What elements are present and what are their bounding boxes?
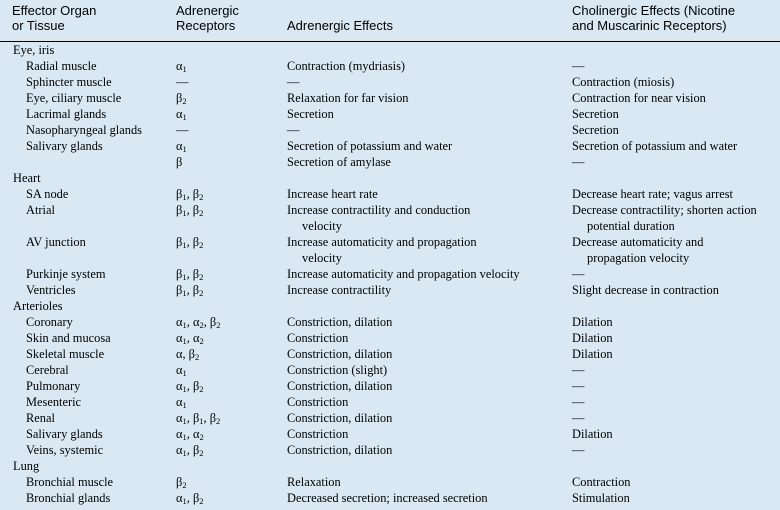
adrenergic-effect-cell-line: Constriction, dilation <box>287 347 393 361</box>
effector-cell: Purkinje system <box>26 267 106 281</box>
adrenergic-effect-cell-line: Constriction, dilation <box>287 379 393 393</box>
cholinergic-effect-cell-line: Decrease heart rate; vagus arrest <box>572 187 733 201</box>
receptor-cell: $\alpha_1$, $\alpha_2$ <box>176 331 204 346</box>
cholinergic-effect-cell <box>572 74 777 90</box>
cholinergic-effect-cell <box>572 282 777 298</box>
header-cholinergic-effects-line2: and Muscarinic Receptors) <box>572 18 727 33</box>
effector-cell: Veins, systemic <box>26 443 104 457</box>
receptor-cell: — <box>176 75 189 89</box>
receptor-cell: α, $\beta_2$ <box>176 347 200 362</box>
effector-cell: Coronary <box>26 315 73 329</box>
receptor-cell: $\alpha_1$, $\beta_1$, $\beta_2$ <box>176 411 221 426</box>
effector-cell: Radial muscle <box>26 59 97 73</box>
cholinergic-effect-cell <box>572 410 777 426</box>
cholinergic-effect-cell-line: — <box>572 443 585 457</box>
receptor-cell: $\alpha_1$ <box>176 107 187 122</box>
cholinergic-effect-cell <box>572 106 777 122</box>
receptor-cell: $\beta_1$, $\beta_2$ <box>176 187 204 202</box>
cholinergic-effect-cell <box>572 474 777 490</box>
table-row <box>0 170 780 186</box>
adrenergic-effect-cell <box>287 138 557 154</box>
cholinergic-effect-cell <box>572 330 777 346</box>
receptor-cell: $\alpha_1$, $\alpha_2$, $\beta_2$ <box>176 315 221 330</box>
adrenergic-effect-cell <box>287 74 557 90</box>
adrenergic-effect-cell-line: Increase contractility and conduction <box>287 203 471 217</box>
effector-cell: Cerebral <box>26 363 69 377</box>
table-row <box>0 362 780 378</box>
header-cholinergic-effects <box>572 3 735 33</box>
cholinergic-effect-cell-line: Dilation <box>572 331 613 345</box>
cholinergic-effect-cell <box>572 138 777 154</box>
adrenergic-effect-cell-line: Relaxation for far vision <box>287 91 409 105</box>
table-row <box>0 90 780 106</box>
receptor-cell: $\beta_1$, $\beta_2$ <box>176 267 204 282</box>
cholinergic-effect-cell-line: Contraction (miosis) <box>572 75 675 89</box>
receptor-cell: $\beta_1$, $\beta_2$ <box>176 203 204 218</box>
cholinergic-effect-cell-line: — <box>572 363 585 377</box>
cholinergic-effect-cell <box>572 234 777 266</box>
adrenergic-effect-cell <box>287 346 557 362</box>
adrenergic-effect-cell <box>287 122 557 138</box>
table-row <box>0 458 780 474</box>
table-row <box>0 58 780 74</box>
cholinergic-effect-cell <box>572 202 777 234</box>
adrenergic-effect-cell <box>287 58 557 74</box>
cholinergic-effect-cell-line: potential duration <box>587 219 675 233</box>
header-adrenergic-receptors <box>176 3 239 33</box>
section-heading: Eye, iris <box>13 43 55 57</box>
effector-cell: Nasopharyngeal glands <box>26 123 142 137</box>
cholinergic-effect-cell-line: Dilation <box>572 427 613 441</box>
cholinergic-effect-cell-line: Secretion <box>572 123 619 137</box>
adrenergic-effect-cell <box>287 394 557 410</box>
adrenergic-effect-cell <box>287 410 557 426</box>
cholinergic-effect-cell <box>572 58 777 74</box>
adrenergic-effect-cell-line: — <box>287 123 300 137</box>
cholinergic-effect-cell-line: Stimulation <box>572 491 630 505</box>
adrenergic-effect-cell-line: Relaxation <box>287 475 341 489</box>
adrenergic-effect-cell <box>287 378 557 394</box>
table-row <box>0 378 780 394</box>
adrenergic-effect-cell-line: Constriction <box>287 395 349 409</box>
effector-cell: Bronchial glands <box>26 491 111 505</box>
header-effector-organ-line2: or Tissue <box>12 18 65 33</box>
receptor-cell: $\alpha_1$, $\beta_2$ <box>176 491 204 506</box>
cholinergic-effect-cell <box>572 394 777 410</box>
effector-cell: Sphincter muscle <box>26 75 112 89</box>
adrenergic-effect-cell-line: Increase heart rate <box>287 187 378 201</box>
table-row <box>0 410 780 426</box>
table-row <box>0 282 780 298</box>
adrenergic-effect-cell <box>287 330 557 346</box>
cholinergic-effect-cell-line: — <box>572 411 585 425</box>
adrenergic-effect-cell-line: Increase automaticity and propagation velocity <box>287 267 520 281</box>
table-row <box>0 122 780 138</box>
effector-cell: Skeletal muscle <box>26 347 105 361</box>
header-effector-organ-line1: Effector Organ <box>12 3 97 18</box>
receptor-cell: $\alpha_1$, $\beta_2$ <box>176 379 204 394</box>
table-row <box>0 474 780 490</box>
section-heading: Heart <box>13 171 41 185</box>
receptor-cell: $\alpha_1$ <box>176 139 187 154</box>
cholinergic-effect-cell-line: Decrease contractility; shorten action <box>572 203 757 217</box>
cholinergic-effect-cell-line: — <box>572 59 585 73</box>
cholinergic-effect-cell <box>572 346 777 362</box>
cholinergic-effect-cell-line: Contraction <box>572 475 631 489</box>
effector-cell: AV junction <box>26 235 86 249</box>
cholinergic-effect-cell <box>572 442 777 458</box>
cholinergic-effect-cell-line: Slight decrease in contraction <box>572 283 719 297</box>
adrenergic-effect-cell <box>287 282 557 298</box>
adrenergic-effect-cell-line: velocity <box>302 251 342 265</box>
adrenergic-effect-cell-line: Constriction, dilation <box>287 443 393 457</box>
receptor-cell: $\beta_1$, $\beta_2$ <box>176 235 204 250</box>
effector-cell: Skin and mucosa <box>26 331 111 345</box>
cholinergic-effect-cell <box>572 314 777 330</box>
adrenergic-effect-cell-line: Secretion of potassium and water <box>287 139 453 153</box>
section-heading: Lung <box>13 459 40 473</box>
receptor-cell: — <box>176 123 189 137</box>
adrenergic-effect-cell-line: Constriction <box>287 331 349 345</box>
receptor-cell: $\beta_1$, $\beta_2$ <box>176 283 204 298</box>
adrenergic-effect-cell-line: Constriction, dilation <box>287 315 393 329</box>
adrenergic-effect-cell-line: Increase contractility <box>287 283 392 297</box>
adrenergic-effect-cell <box>287 442 557 458</box>
adrenergic-effect-cell-line: Secretion <box>287 107 334 121</box>
effector-cell: Eye, ciliary muscle <box>26 91 122 105</box>
cholinergic-effect-cell-line: Secretion <box>572 107 619 121</box>
table-header <box>0 0 780 42</box>
header-cholinergic-effects-line1: Cholinergic Effects (Nicotine <box>572 3 736 18</box>
adrenergic-effect-cell-line: — <box>287 75 300 89</box>
adrenergic-effect-cell-line: Secretion of amylase <box>287 155 391 169</box>
effector-cell: Mesenteric <box>26 395 82 409</box>
adrenergic-effect-cell <box>287 474 557 490</box>
cholinergic-effect-cell-line: Decrease automaticity and <box>572 235 704 249</box>
header-adrenergic-receptors-line2: Receptors <box>176 18 236 33</box>
cholinergic-effect-cell-line: Dilation <box>572 347 613 361</box>
table-row <box>0 298 780 314</box>
table-row <box>0 394 780 410</box>
adrenergic-effect-cell <box>287 362 557 378</box>
cholinergic-effect-cell-line: Dilation <box>572 315 613 329</box>
table-row <box>0 186 780 202</box>
adrenergic-effect-cell <box>287 426 557 442</box>
adrenergic-effect-cell <box>287 186 557 202</box>
table-row <box>0 266 780 282</box>
adrenergic-effect-cell-line: Contraction (mydriasis) <box>287 59 406 73</box>
cholinergic-effect-cell <box>572 426 777 442</box>
adrenergic-effect-cell-line: Constriction <box>287 427 349 441</box>
effector-cell: Bronchial muscle <box>26 475 114 489</box>
effector-cell: Ventricles <box>26 283 76 297</box>
adrenergic-effect-cell <box>287 154 557 170</box>
cholinergic-effect-cell <box>572 490 777 506</box>
receptor-cell: $\alpha_1$ <box>176 59 187 74</box>
cholinergic-effect-cell-line: — <box>572 267 585 281</box>
effector-cell: Lacrimal glands <box>26 107 107 121</box>
effector-cell: Salivary glands <box>26 427 103 441</box>
receptor-cell: β <box>176 155 183 169</box>
table-row <box>0 234 780 266</box>
receptor-cell: $\alpha_1$ <box>176 363 187 378</box>
receptor-cell: $\alpha_1$, $\beta_2$ <box>176 443 204 458</box>
table-row <box>0 106 780 122</box>
adrenergic-effect-cell <box>287 490 557 506</box>
receptor-cell: $\alpha_1$ <box>176 395 187 410</box>
cholinergic-effect-cell-line: — <box>572 155 585 169</box>
table-row <box>0 426 780 442</box>
cholinergic-effect-cell <box>572 186 777 202</box>
cholinergic-effect-cell <box>572 90 777 106</box>
cholinergic-effect-cell <box>572 122 777 138</box>
header-adrenergic-receptors-line1: Adrenergic <box>176 3 239 18</box>
adrenergic-effect-cell-line: Decreased secretion; increased secretion <box>287 491 488 505</box>
cholinergic-effect-cell-line: propagation velocity <box>587 251 690 265</box>
cholinergic-effect-cell-line: — <box>572 395 585 409</box>
table-row <box>0 138 780 154</box>
effector-cell: Pulmonary <box>26 379 81 393</box>
adrenergic-effect-cell-line: Constriction, dilation <box>287 411 393 425</box>
cholinergic-effect-cell-line: Contraction for near vision <box>572 91 706 105</box>
table-row <box>0 74 780 90</box>
effector-cell: Atrial <box>26 203 55 217</box>
effector-cell: Renal <box>26 411 55 425</box>
adrenergic-effect-cell <box>287 202 557 234</box>
cholinergic-effect-cell <box>572 378 777 394</box>
cholinergic-effect-cell <box>572 154 777 170</box>
table-row <box>0 330 780 346</box>
adrenergic-effect-cell <box>287 90 557 106</box>
table-row <box>0 346 780 362</box>
table-row <box>0 42 780 58</box>
cholinergic-effect-cell-line: Secretion of potassium and water <box>572 139 738 153</box>
table-body <box>0 42 780 506</box>
table-row <box>0 490 780 506</box>
table-row <box>0 154 780 170</box>
receptor-cell: $\alpha_1$, $\alpha_2$ <box>176 427 204 442</box>
table-row <box>0 314 780 330</box>
adrenergic-effect-cell <box>287 266 557 282</box>
cholinergic-effect-cell-line: — <box>572 379 585 393</box>
section-heading: Arterioles <box>13 299 63 313</box>
effector-cell: Salivary glands <box>26 139 103 153</box>
cholinergic-effect-cell <box>572 266 777 282</box>
adrenergic-effect-cell <box>287 106 557 122</box>
adrenergic-effect-cell-line: Increase automaticity and propagation <box>287 235 477 249</box>
receptor-cell: $\beta_2$ <box>176 475 187 490</box>
receptor-cell: $\beta_2$ <box>176 91 187 106</box>
adrenergic-effect-cell <box>287 314 557 330</box>
header-effector-organ <box>12 3 96 33</box>
adrenergic-effect-cell-line: Constriction (slight) <box>287 363 388 377</box>
adrenergic-effect-cell <box>287 234 557 266</box>
table-row <box>0 202 780 234</box>
table-row <box>0 442 780 458</box>
cholinergic-effect-cell <box>572 362 777 378</box>
effector-cell: SA node <box>26 187 69 201</box>
adrenergic-effect-cell-line: velocity <box>302 219 342 233</box>
header-adrenergic-effects: Adrenergic Effects <box>287 18 393 33</box>
